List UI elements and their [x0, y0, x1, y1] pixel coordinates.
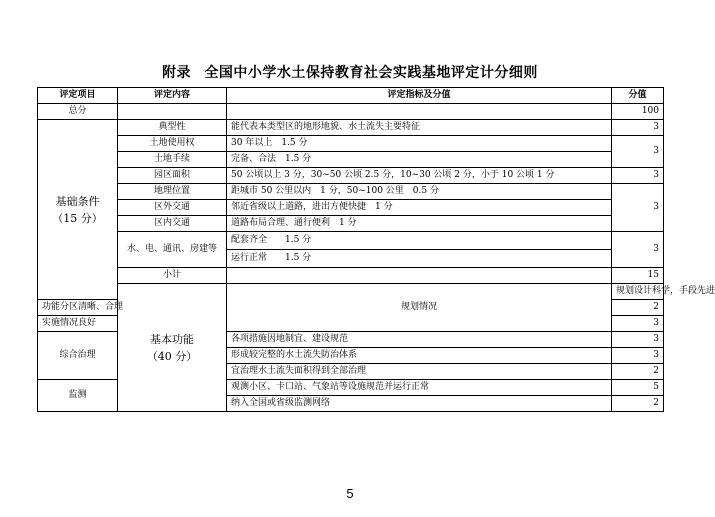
title-prefix: 附录 [162, 65, 192, 81]
header-content: 评定内容 [118, 88, 227, 104]
score-monitoring-1: 5 [612, 380, 664, 396]
criteria-planning-3: 实施情况良好 [38, 316, 118, 332]
table-row [38, 152, 664, 168]
header-criteria: 评定指标及分值 [227, 88, 612, 104]
criteria-utilities-1: 配套齐全 1.5 分 [227, 232, 612, 250]
table-row [38, 168, 664, 184]
total-criteria-empty [227, 104, 612, 120]
function-group-title: 基本功能 [150, 332, 194, 346]
total-row [38, 104, 664, 120]
criteria-governance-1: 各项措施因地制宜、建设规范 [227, 332, 612, 348]
scoring-table [37, 87, 715, 412]
total-label: 总分 [38, 104, 118, 120]
function-group-points: （40 分） [146, 349, 198, 363]
criteria-governance-3: 宜治理水土流失面积得到全部治理 [227, 364, 612, 380]
score-governance-1: 3 [612, 332, 664, 348]
title-text: 全国中小学水土保持教育社会实践基地评定计分细则 [204, 65, 538, 81]
subtotal-score: 15 [612, 268, 664, 284]
table-row [38, 120, 664, 136]
score-planning-2: 2 [612, 300, 664, 316]
criteria-park-area: 50 公顷以上 3 分，30~50 公顷 2.5 分，10~30 公顷 2 分，小于 10 公顷 1 分 [227, 168, 612, 184]
content-land-right: 土地使用权 [118, 136, 227, 152]
content-utilities: 水、电、通讯、房建等 [118, 232, 227, 268]
total-score: 100 [612, 104, 664, 120]
criteria-land-procedure: 完备、合法 1.5 分 [227, 152, 612, 168]
criteria-external-traffic: 邻近省级以上道路，进出方便快捷 1 分 [227, 200, 612, 216]
criteria-governance-2: 形成较完整的水土流失防治体系 [227, 348, 612, 364]
basic-group-points: （15 分） [52, 211, 103, 225]
basic-group-title: 基础条件 [55, 194, 100, 208]
page-number: 5 [346, 486, 354, 501]
score-monitoring-2: 2 [612, 396, 664, 412]
table-row [38, 232, 664, 250]
header-row [38, 88, 664, 104]
table-row [38, 216, 664, 232]
score-park-area: 3 [612, 168, 664, 184]
score-governance-2: 3 [612, 348, 664, 364]
table-row [38, 184, 664, 200]
header-score: 分值 [612, 88, 664, 104]
criteria-typical: 能代表本类型区的地形地貌、水土流失主要特征 [227, 120, 612, 136]
header-item: 评定项目 [38, 88, 118, 104]
score-typical: 3 [612, 120, 664, 136]
content-governance: 综合治理 [38, 332, 118, 380]
content-internal-traffic: 区内交通 [118, 216, 227, 232]
criteria-planning-1: 规划设计科学，手段先进 [612, 284, 664, 300]
content-location: 地理位置 [118, 184, 227, 200]
score-utilities: 3 [612, 232, 664, 268]
score-land: 3 [612, 136, 664, 168]
function-group-cell [118, 284, 227, 412]
subtotal-row [38, 268, 664, 284]
page-title [0, 62, 700, 82]
criteria-monitoring-1: 观测小区、卡口站、气象站等设施规范并运行正常 [227, 380, 612, 396]
criteria-location: 距城市 50 公里以内 1 分，50~100 公里 0.5 分 [227, 184, 612, 200]
score-traffic: 3 [612, 184, 664, 232]
table-row [38, 284, 664, 300]
content-external-traffic: 区外交通 [118, 200, 227, 216]
subtotal-criteria-empty [227, 268, 612, 284]
content-planning: 规划情况 [227, 284, 612, 332]
content-park-area: 园区面积 [118, 168, 227, 184]
table-row [38, 136, 664, 152]
criteria-monitoring-2: 纳入全国或省级监测网络 [227, 396, 612, 412]
criteria-utilities-2: 运行正常 1.5 分 [227, 250, 612, 268]
score-planning-3: 3 [612, 316, 664, 332]
content-typical: 典型性 [118, 120, 227, 136]
content-monitoring: 监测 [38, 380, 118, 412]
basic-group-cell [38, 120, 118, 300]
table-row [38, 200, 664, 216]
criteria-land-right: 30 年以上 1.5 分 [227, 136, 612, 152]
subtotal-label: 小计 [118, 268, 227, 284]
score-governance-3: 2 [612, 364, 664, 380]
total-content-empty [118, 104, 227, 120]
criteria-planning-2: 功能分区清晰、合理 [38, 300, 118, 316]
content-land-procedure: 土地手续 [118, 152, 227, 168]
criteria-internal-traffic: 道路布局合理、通行便利 1 分 [227, 216, 612, 232]
